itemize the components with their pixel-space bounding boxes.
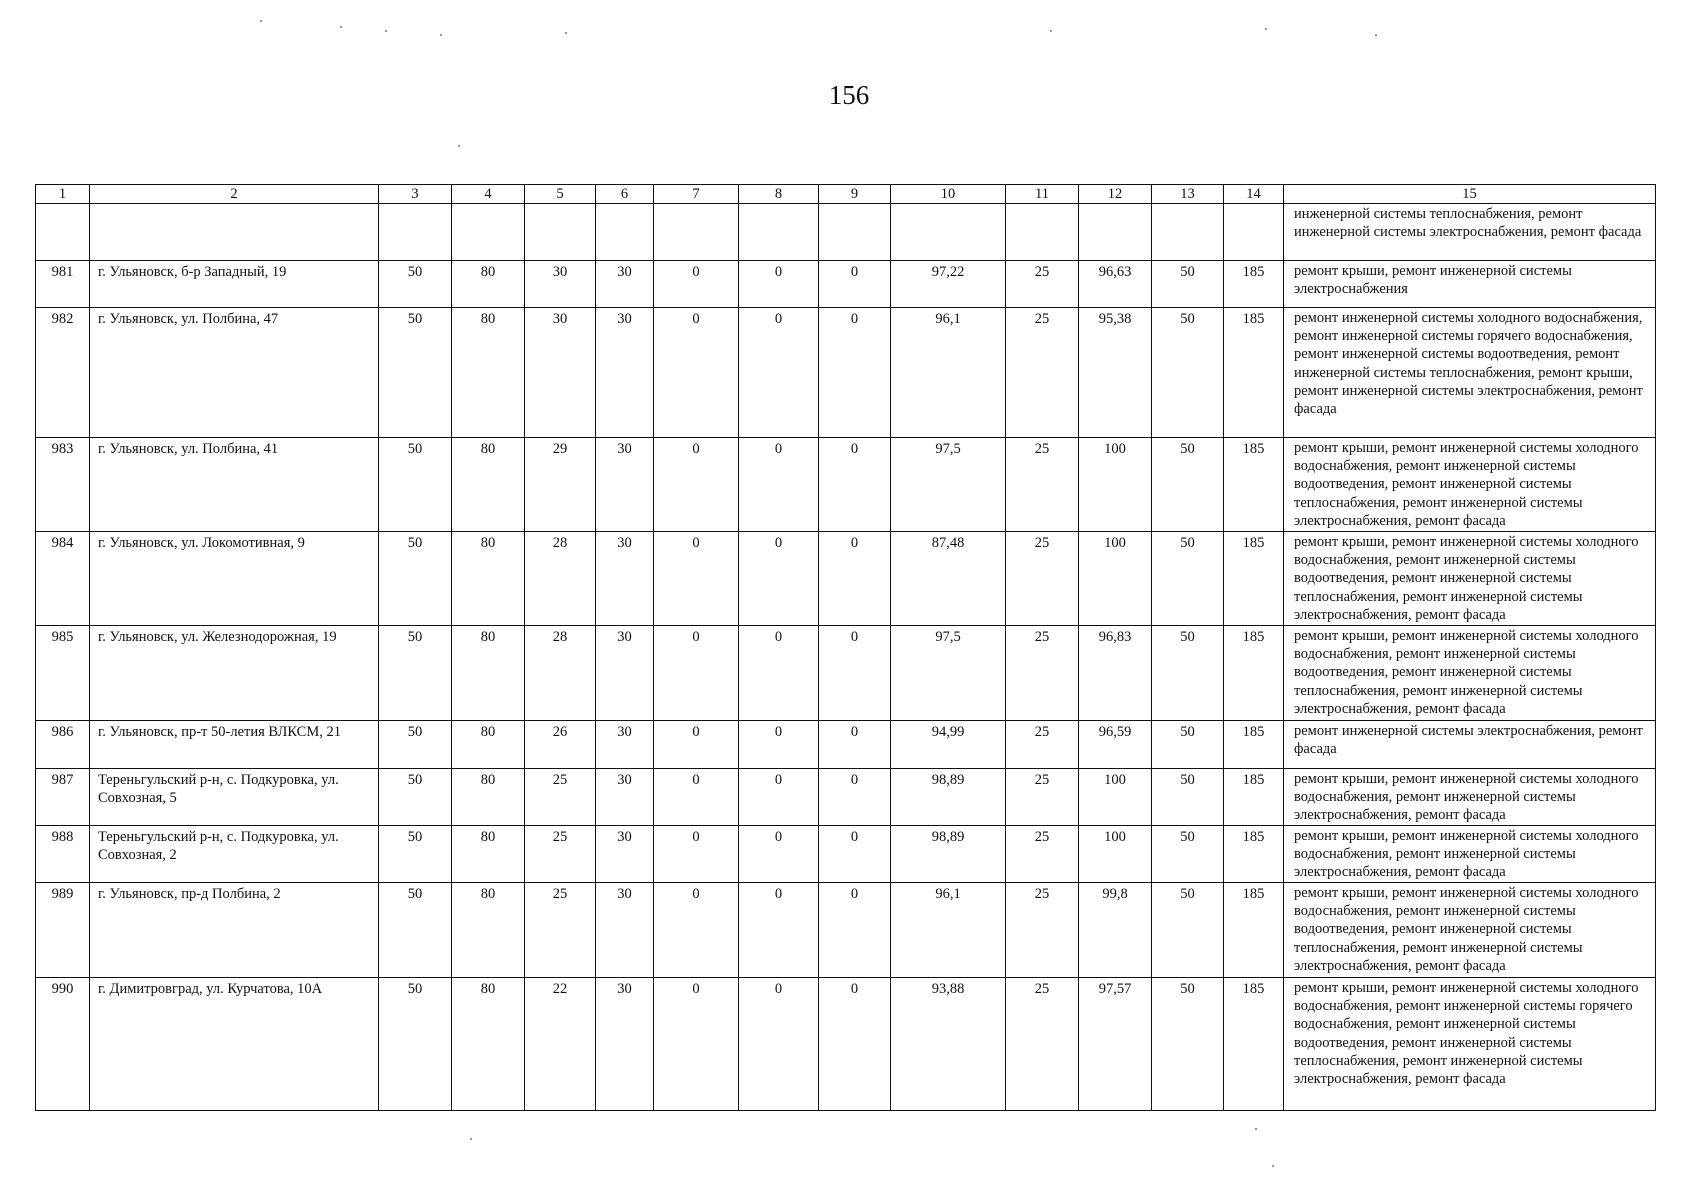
row-number-cell: 981	[36, 261, 90, 308]
value-cell: 25	[1006, 532, 1079, 626]
value-cell: 50	[1152, 826, 1224, 883]
scan-speck	[1255, 1128, 1257, 1130]
value-cell	[739, 204, 819, 261]
scan-speck	[470, 1138, 472, 1140]
value-cell: 30	[596, 626, 654, 721]
value-cell: 0	[739, 978, 819, 1111]
value-cell: 0	[739, 438, 819, 532]
column-header: 3	[379, 185, 452, 204]
value-cell: 100	[1079, 769, 1152, 826]
column-header: 10	[891, 185, 1006, 204]
value-cell: 0	[819, 769, 891, 826]
row-number-cell: 988	[36, 826, 90, 883]
value-cell: 87,48	[891, 532, 1006, 626]
value-cell: 96,63	[1079, 261, 1152, 308]
value-cell: 96,59	[1079, 721, 1152, 769]
scan-speck	[260, 20, 262, 22]
column-header: 14	[1224, 185, 1284, 204]
value-cell: 0	[654, 438, 739, 532]
value-cell: 50	[379, 826, 452, 883]
value-cell: 50	[1152, 261, 1224, 308]
table-row	[36, 308, 1656, 438]
address-cell: г. Ульяновск, б-р Западный, 19	[90, 261, 379, 308]
value-cell: 0	[654, 532, 739, 626]
value-cell: 97,5	[891, 438, 1006, 532]
value-cell: 30	[525, 308, 596, 438]
works-cell: ремонт крыши, ремонт инженерной системы холодного водоснабжения, ремонт инженерной системы электроснабжения, ремонт фасада	[1284, 769, 1656, 826]
column-header: 5	[525, 185, 596, 204]
works-cell: инженерной системы теплоснабжения, ремонт инженерной системы электроснабжения, ремонт фасада	[1284, 204, 1656, 261]
column-header: 2	[90, 185, 379, 204]
value-cell: 100	[1079, 438, 1152, 532]
value-cell: 0	[739, 532, 819, 626]
value-cell: 28	[525, 626, 596, 721]
value-cell: 0	[654, 883, 739, 978]
value-cell: 30	[596, 261, 654, 308]
value-cell: 25	[1006, 261, 1079, 308]
row-number-cell: 983	[36, 438, 90, 532]
page-number: 156	[828, 80, 870, 110]
table-row	[36, 261, 1656, 308]
works-cell: ремонт крыши, ремонт инженерной системы холодного водоснабжения, ремонт инженерной системы водоотведения, ремонт инженерной системы теплоснабжения, ремонт инженерной системы электроснабжения, ремонт фасада	[1284, 626, 1656, 721]
value-cell: 50	[379, 721, 452, 769]
value-cell: 25	[1006, 721, 1079, 769]
row-number-cell: 982	[36, 308, 90, 438]
address-cell: г. Ульяновск, ул. Локомотивная, 9	[90, 532, 379, 626]
works-cell: ремонт крыши, ремонт инженерной системы холодного водоснабжения, ремонт инженерной системы электроснабжения, ремонт фасада	[1284, 826, 1656, 883]
column-header: 11	[1006, 185, 1079, 204]
value-cell	[379, 204, 452, 261]
value-cell: 80	[452, 769, 525, 826]
address-cell	[90, 204, 379, 261]
value-cell: 185	[1224, 308, 1284, 438]
value-cell: 97,22	[891, 261, 1006, 308]
value-cell: 0	[739, 308, 819, 438]
value-cell: 30	[596, 978, 654, 1111]
value-cell: 50	[1152, 883, 1224, 978]
address-cell: г. Ульяновск, ул. Полбина, 47	[90, 308, 379, 438]
column-header: 9	[819, 185, 891, 204]
column-header: 8	[739, 185, 819, 204]
value-cell: 185	[1224, 826, 1284, 883]
registry-table	[35, 184, 1656, 1111]
value-cell	[1079, 204, 1152, 261]
works-cell: ремонт крыши, ремонт инженерной системы холодного водоснабжения, ремонт инженерной системы водоотведения, ремонт инженерной системы теплоснабжения, ремонт инженерной системы электроснабжения, ремонт фасада	[1284, 532, 1656, 626]
column-header: 1	[36, 185, 90, 204]
scan-speck	[1265, 28, 1267, 30]
value-cell: 50	[1152, 978, 1224, 1111]
value-cell: 95,38	[1079, 308, 1152, 438]
value-cell: 96,83	[1079, 626, 1152, 721]
works-cell: ремонт инженерной системы электроснабжения, ремонт фасада	[1284, 721, 1656, 769]
value-cell: 80	[452, 261, 525, 308]
value-cell: 93,88	[891, 978, 1006, 1111]
value-cell	[654, 204, 739, 261]
value-cell: 0	[819, 308, 891, 438]
value-cell: 30	[596, 883, 654, 978]
works-cell: ремонт крыши, ремонт инженерной системы холодного водоснабжения, ремонт инженерной системы горячего водоснабжения, ремонт инженерной системы водоотведения, ремонт инженерной системы теплоснабжения, ремонт инженерной системы электроснабжения, ремонт фасада	[1284, 978, 1656, 1111]
value-cell: 185	[1224, 721, 1284, 769]
value-cell: 30	[596, 826, 654, 883]
value-cell: 0	[819, 261, 891, 308]
table-body	[36, 204, 1656, 1111]
row-number-cell	[36, 204, 90, 261]
value-cell: 80	[452, 826, 525, 883]
address-cell: Тереньгульский р-н, с. Подкуровка, ул. Совхозная, 2	[90, 826, 379, 883]
value-cell: 80	[452, 532, 525, 626]
value-cell: 50	[379, 261, 452, 308]
value-cell: 185	[1224, 438, 1284, 532]
scan-speck	[1375, 34, 1377, 36]
value-cell: 98,89	[891, 826, 1006, 883]
value-cell: 0	[654, 626, 739, 721]
value-cell: 0	[654, 978, 739, 1111]
value-cell: 50	[379, 769, 452, 826]
address-cell: г. Ульяновск, ул. Железнодорожная, 19	[90, 626, 379, 721]
column-header: 7	[654, 185, 739, 204]
address-cell: г. Ульяновск, пр-д Полбина, 2	[90, 883, 379, 978]
value-cell: 0	[739, 721, 819, 769]
value-cell: 0	[654, 721, 739, 769]
column-header: 12	[1079, 185, 1152, 204]
value-cell: 22	[525, 978, 596, 1111]
value-cell: 50	[379, 626, 452, 721]
value-cell: 50	[379, 532, 452, 626]
value-cell: 97,5	[891, 626, 1006, 721]
scan-speck	[1050, 30, 1052, 32]
value-cell: 0	[819, 532, 891, 626]
value-cell: 185	[1224, 978, 1284, 1111]
value-cell: 30	[596, 769, 654, 826]
scan-speck	[440, 34, 442, 36]
value-cell: 0	[654, 826, 739, 883]
value-cell: 25	[1006, 438, 1079, 532]
value-cell: 25	[525, 883, 596, 978]
table-row	[36, 769, 1656, 826]
value-cell: 185	[1224, 883, 1284, 978]
value-cell: 185	[1224, 626, 1284, 721]
value-cell: 25	[1006, 626, 1079, 721]
value-cell	[819, 204, 891, 261]
value-cell: 50	[1152, 532, 1224, 626]
row-number-cell: 986	[36, 721, 90, 769]
value-cell: 0	[819, 883, 891, 978]
value-cell: 0	[654, 308, 739, 438]
address-cell: г. Димитровград, ул. Курчатова, 10А	[90, 978, 379, 1111]
value-cell: 50	[379, 883, 452, 978]
value-cell: 28	[525, 532, 596, 626]
scan-speck	[565, 32, 567, 34]
value-cell: 50	[1152, 769, 1224, 826]
value-cell: 80	[452, 721, 525, 769]
address-cell: Тереньгульский р-н, с. Подкуровка, ул. Совхозная, 5	[90, 769, 379, 826]
scan-speck	[458, 145, 460, 147]
value-cell: 80	[452, 883, 525, 978]
works-cell: ремонт крыши, ремонт инженерной системы холодного водоснабжения, ремонт инженерной системы водоотведения, ремонт инженерной системы теплоснабжения, ремонт инженерной системы электроснабжения, ремонт фасада	[1284, 438, 1656, 532]
works-cell: ремонт крыши, ремонт инженерной системы холодного водоснабжения, ремонт инженерной системы водоотведения, ремонт инженерной системы теплоснабжения, ремонт инженерной системы электроснабжения, ремонт фасада	[1284, 883, 1656, 978]
value-cell: 0	[819, 826, 891, 883]
works-cell: ремонт крыши, ремонт инженерной системы электроснабжения	[1284, 261, 1656, 308]
table-row	[36, 626, 1656, 721]
value-cell: 0	[739, 261, 819, 308]
row-number-cell: 990	[36, 978, 90, 1111]
column-header: 6	[596, 185, 654, 204]
value-cell: 96,1	[891, 883, 1006, 978]
value-cell: 50	[1152, 308, 1224, 438]
column-header: 4	[452, 185, 525, 204]
value-cell: 80	[452, 978, 525, 1111]
value-cell: 185	[1224, 769, 1284, 826]
value-cell: 100	[1079, 826, 1152, 883]
works-cell: ремонт инженерной системы холодного водоснабжения, ремонт инженерной системы горячего водоснабжения, ремонт инженерной системы водоотведения, ремонт инженерной системы теплоснабжения, ремонт крыши, ремонт инженерной системы электроснабжения, ремонт фасада	[1284, 308, 1656, 438]
value-cell	[1006, 204, 1079, 261]
value-cell: 25	[525, 826, 596, 883]
value-cell: 185	[1224, 261, 1284, 308]
address-cell: г. Ульяновск, пр-т 50-летия ВЛКСМ, 21	[90, 721, 379, 769]
scan-speck	[340, 26, 342, 28]
value-cell: 98,89	[891, 769, 1006, 826]
value-cell: 30	[596, 532, 654, 626]
value-cell: 0	[739, 883, 819, 978]
value-cell: 80	[452, 626, 525, 721]
value-cell: 25	[525, 769, 596, 826]
column-header: 13	[1152, 185, 1224, 204]
value-cell	[452, 204, 525, 261]
value-cell: 96,1	[891, 308, 1006, 438]
value-cell: 0	[819, 721, 891, 769]
value-cell: 100	[1079, 532, 1152, 626]
value-cell: 50	[1152, 626, 1224, 721]
table-row	[36, 204, 1656, 261]
header-row	[36, 185, 1656, 204]
table-row	[36, 532, 1656, 626]
table-row	[36, 721, 1656, 769]
value-cell: 50	[379, 978, 452, 1111]
value-cell: 30	[596, 308, 654, 438]
value-cell: 25	[1006, 769, 1079, 826]
value-cell: 0	[654, 769, 739, 826]
address-cell: г. Ульяновск, ул. Полбина, 41	[90, 438, 379, 532]
value-cell: 30	[525, 261, 596, 308]
row-number-cell: 987	[36, 769, 90, 826]
table-row	[36, 883, 1656, 978]
value-cell: 50	[1152, 721, 1224, 769]
value-cell: 94,99	[891, 721, 1006, 769]
table-row	[36, 438, 1656, 532]
value-cell: 25	[1006, 308, 1079, 438]
row-number-cell: 989	[36, 883, 90, 978]
table-row	[36, 978, 1656, 1111]
value-cell: 80	[452, 308, 525, 438]
value-cell: 99,8	[1079, 883, 1152, 978]
value-cell: 29	[525, 438, 596, 532]
value-cell: 50	[1152, 438, 1224, 532]
value-cell: 50	[379, 308, 452, 438]
scan-speck	[385, 30, 387, 32]
value-cell: 0	[819, 626, 891, 721]
value-cell: 30	[596, 721, 654, 769]
value-cell: 25	[1006, 978, 1079, 1111]
value-cell: 0	[654, 261, 739, 308]
value-cell: 0	[819, 438, 891, 532]
value-cell: 185	[1224, 532, 1284, 626]
value-cell	[525, 204, 596, 261]
value-cell: 25	[1006, 826, 1079, 883]
value-cell: 0	[819, 978, 891, 1111]
value-cell	[1224, 204, 1284, 261]
scan-speck	[1272, 1165, 1274, 1167]
value-cell: 50	[379, 438, 452, 532]
row-number-cell: 984	[36, 532, 90, 626]
value-cell: 0	[739, 826, 819, 883]
value-cell: 0	[739, 769, 819, 826]
table-row	[36, 826, 1656, 883]
value-cell: 25	[1006, 883, 1079, 978]
value-cell: 97,57	[1079, 978, 1152, 1111]
value-cell	[1152, 204, 1224, 261]
value-cell	[891, 204, 1006, 261]
value-cell	[596, 204, 654, 261]
value-cell: 0	[739, 626, 819, 721]
column-header: 15	[1284, 185, 1656, 204]
value-cell: 30	[596, 438, 654, 532]
row-number-cell: 985	[36, 626, 90, 721]
value-cell: 26	[525, 721, 596, 769]
value-cell: 80	[452, 438, 525, 532]
